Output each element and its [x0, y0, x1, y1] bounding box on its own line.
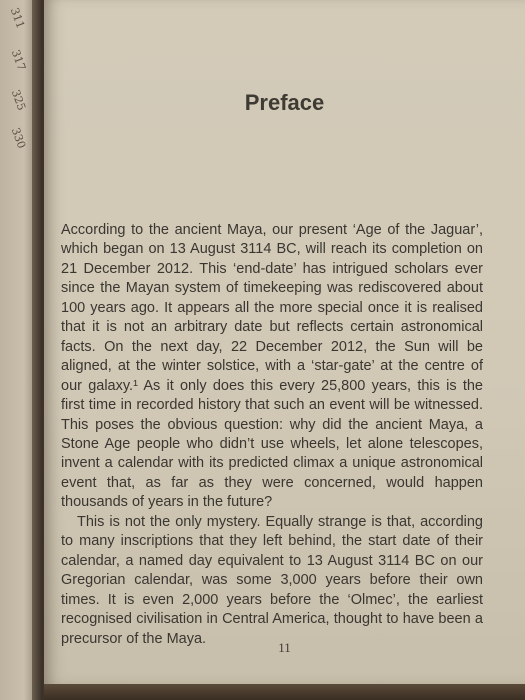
paragraph: According to the ancient Maya, our present ‘Age of the Jaguar’, which began on 13 August 3114 BC, will reach its completion on 21 December 2012. This ‘end-date’ has intrigued scholars ever since the Mayan system of timekeeping was rediscovered about 100 years ago. It appears all the more special once it is realised that it is not an arbitrary date but reflects certain astronomical facts. On the next day, 22 December 2012, the Sun will be aligned, at the winter solstice, with a ‘star-gate’ at the centre of our galaxy.¹ As it only does this every 25,800 years, this is the first time in recorded history that such an event will be witnessed. This poses the obvious question: why did the ancient Maya, a Stone Age people who didn’t use wheels, let alone telescopes, invent a calendar with its predicted climax a unique astronomical event that, as far as they were concerned, would happen thousands of years in the future? — [61, 222, 483, 511]
paragraph: This is not the only mystery. Equally strange is that, according to many inscriptions that they left behind, the start date of their calendar, a named day equivalent to 13 August 3114 BC on our Gregorian calendar, was some 3,000 years before their own times. It is even 2,000 years before the ‘Olmec’, the earliest recognised civilisation in Central America, thought to have been a precursor of the Maya. — [61, 513, 483, 647]
page-number: 11 — [278, 640, 291, 655]
body-text — [61, 221, 483, 649]
tab-number: 317 — [8, 48, 29, 73]
page-title: Preface — [244, 90, 325, 115]
tab-number: 325 — [8, 88, 29, 113]
tab-number: 330 — [8, 126, 29, 151]
tab-number: 311 — [7, 6, 28, 31]
book-page — [44, 0, 525, 684]
page-bottom-edge — [44, 684, 525, 700]
